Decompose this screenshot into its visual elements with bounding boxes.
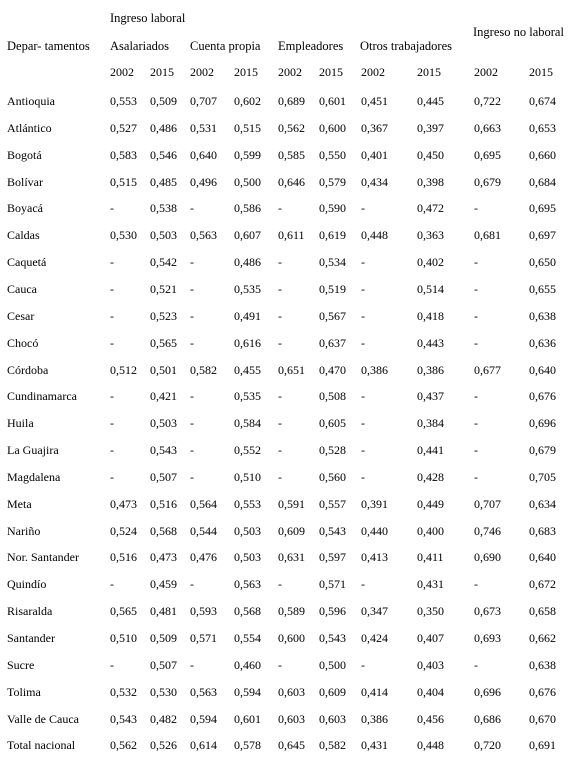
table-cell: 0,450	[417, 147, 444, 162]
row-department-name: Caquetá	[7, 255, 47, 270]
year-header: 2002	[110, 65, 134, 79]
row-department-name: Nor. Santander	[7, 550, 79, 565]
row-department-name: Huila	[7, 416, 34, 431]
table-cell: 0,470	[319, 362, 346, 377]
table-cell: 0,563	[190, 228, 217, 243]
table-cell: 0,655	[529, 281, 556, 296]
row-department-name: Córdoba	[7, 362, 49, 377]
table-cell: 0,695	[474, 147, 501, 162]
row-department-name: Cesar	[7, 308, 35, 323]
table-cell: -	[474, 469, 478, 484]
table-cell: 0,441	[417, 443, 444, 458]
table-cell: -	[110, 416, 114, 431]
table-cell: -	[278, 281, 282, 296]
table-cell: 0,386	[417, 362, 444, 377]
table-cell: 0,524	[110, 523, 137, 538]
table-cell: 0,594	[190, 711, 217, 726]
table-cell: 0,413	[361, 550, 388, 565]
table-cell: -	[190, 389, 194, 404]
table-cell: -	[110, 255, 114, 270]
table-cell: 0,397	[417, 120, 444, 135]
row-department-name: Antioquia	[7, 94, 55, 108]
table-cell: 0,510	[110, 631, 137, 645]
table-cell: 0,689	[278, 94, 305, 108]
table-cell: -	[278, 469, 282, 484]
row-department-name: Cundinamarca	[7, 389, 77, 404]
table-cell: 0,407	[417, 631, 444, 645]
table-cell: 0,585	[278, 147, 305, 162]
table-cell: 0,448	[361, 228, 388, 243]
table-cell: 0,722	[474, 94, 501, 108]
table-cell: 0,586	[234, 201, 261, 216]
table-cell: -	[361, 443, 365, 458]
table-cell: 0,640	[529, 550, 556, 565]
year-header: 2002	[190, 65, 214, 79]
table-cell: 0,414	[361, 684, 388, 699]
table-cell: 0,658	[529, 604, 556, 619]
table-cell: 0,565	[110, 604, 137, 619]
table-cell: 0,542	[150, 255, 177, 270]
table-cell: 0,640	[529, 362, 556, 377]
table-cell: 0,583	[110, 147, 137, 162]
table-cell: 0,605	[319, 416, 346, 431]
row-department-name: Magdalena	[7, 469, 61, 484]
table-cell: 0,386	[361, 362, 388, 377]
table-cell: 0,696	[474, 684, 501, 699]
table-cell: -	[361, 335, 365, 350]
table-cell: 0,674	[529, 94, 556, 108]
table-cell: 0,637	[319, 335, 346, 350]
table-cell: 0,681	[474, 228, 501, 243]
table-cell: 0,528	[319, 443, 346, 458]
table-cell: 0,579	[319, 174, 346, 189]
table-cell: 0,550	[319, 147, 346, 162]
table-cell: 0,673	[474, 604, 501, 619]
table-cell: 0,535	[234, 389, 261, 404]
table-cell: -	[474, 389, 478, 404]
table-cell: 0,519	[319, 281, 346, 296]
table-cell: 0,418	[417, 308, 444, 323]
table-cell: 0,603	[319, 711, 346, 726]
table-cell: 0,631	[278, 550, 305, 565]
header-ingreso-laboral: Ingreso laboral	[110, 11, 186, 25]
row-department-name: Bogotá	[7, 147, 42, 162]
table-cell: 0,482	[150, 711, 177, 726]
table-cell: 0,402	[417, 255, 444, 270]
table-cell: -	[361, 416, 365, 431]
table-cell: 0,526	[150, 738, 177, 753]
table-cell: 0,565	[150, 335, 177, 350]
table-cell: 0,611	[278, 228, 305, 243]
row-department-name: Meta	[7, 496, 32, 511]
table-cell: 0,486	[234, 255, 261, 270]
table-cell: 0,676	[529, 684, 556, 699]
table-cell: 0,557	[319, 496, 346, 511]
table-cell: -	[190, 469, 194, 484]
table-cell: 0,568	[150, 523, 177, 538]
table-cell: 0,538	[150, 201, 177, 216]
table-cell: -	[110, 443, 114, 458]
table-cell: 0,512	[110, 362, 137, 377]
table-cell: 0,553	[110, 94, 137, 108]
table-cell: -	[190, 281, 194, 296]
table-cell: -	[190, 308, 194, 323]
table-cell: 0,398	[417, 174, 444, 189]
table-cell: 0,651	[278, 362, 305, 377]
table-cell: 0,503	[150, 416, 177, 431]
table-cell: 0,535	[234, 281, 261, 296]
year-header: 2015	[234, 65, 258, 79]
table-cell: 0,500	[319, 657, 346, 672]
table-cell: 0,473	[110, 496, 137, 511]
table-cell: -	[110, 281, 114, 296]
table-cell: 0,515	[234, 120, 261, 135]
table-cell: 0,607	[234, 228, 261, 243]
table-cell: 0,562	[278, 120, 305, 135]
table-cell: 0,473	[150, 550, 177, 565]
table-cell: 0,515	[110, 174, 137, 189]
table-cell: 0,476	[190, 550, 217, 565]
table-cell: 0,584	[234, 416, 261, 431]
table-cell: -	[474, 657, 478, 672]
table-cell: 0,363	[417, 228, 444, 243]
table-cell: 0,609	[278, 523, 305, 538]
table-cell: -	[474, 577, 478, 592]
year-header: 2015	[529, 65, 553, 79]
group-header-asalariados: Asalariados	[110, 39, 170, 53]
table-cell: 0,445	[417, 94, 444, 108]
table-cell: -	[474, 281, 478, 296]
table-cell: 0,434	[361, 174, 388, 189]
table-cell: 0,440	[361, 523, 388, 538]
group-header-cuenta-propia: Cuenta propia	[190, 39, 261, 53]
table-cell: 0,516	[110, 550, 137, 565]
table-cell: -	[361, 201, 365, 216]
table-cell: 0,609	[319, 684, 346, 699]
table-cell: 0,391	[361, 496, 388, 511]
table-cell: 0,646	[278, 174, 305, 189]
table-cell: 0,460	[234, 657, 261, 672]
table-cell: -	[474, 308, 478, 323]
table-cell: -	[361, 308, 365, 323]
table-cell: 0,663	[474, 120, 501, 135]
table-cell: 0,582	[319, 738, 346, 753]
table-cell: -	[278, 416, 282, 431]
row-department-name: Quindío	[7, 577, 47, 592]
table-cell: 0,571	[190, 631, 217, 645]
table-cell: 0,563	[190, 684, 217, 699]
table-cell: 0,485	[150, 174, 177, 189]
table-cell: 0,543	[110, 711, 137, 726]
table-cell: 0,456	[417, 711, 444, 726]
table-cell: 0,437	[417, 389, 444, 404]
table-cell: 0,534	[319, 255, 346, 270]
table-cell: 0,597	[319, 550, 346, 565]
table-cell: 0,589	[278, 604, 305, 619]
table-cell: 0,431	[361, 738, 388, 753]
table-cell: -	[278, 308, 282, 323]
table-cell: 0,443	[417, 335, 444, 350]
table-cell: 0,532	[110, 684, 137, 699]
table-cell: 0,367	[361, 120, 388, 135]
table-cell: 0,553	[234, 496, 261, 511]
table-cell: 0,400	[417, 523, 444, 538]
table-cell: 0,421	[150, 389, 177, 404]
table-cell: 0,386	[361, 711, 388, 726]
table-cell: 0,503	[150, 228, 177, 243]
table-cell: 0,603	[278, 711, 305, 726]
table-cell: 0,543	[319, 523, 346, 538]
table-cell: 0,697	[529, 228, 556, 243]
row-department-name: Risaralda	[7, 604, 53, 619]
table-cell: 0,619	[319, 228, 346, 243]
table-cell: -	[110, 389, 114, 404]
table-cell: 0,562	[110, 738, 137, 753]
table-cell: -	[190, 201, 194, 216]
row-department-name: Boyacá	[7, 201, 43, 216]
table-cell: -	[361, 469, 365, 484]
table-cell: 0,510	[234, 469, 261, 484]
table-cell: -	[278, 201, 282, 216]
table-cell: 0,599	[234, 147, 261, 162]
table-cell: 0,684	[529, 174, 556, 189]
table-cell: -	[110, 577, 114, 592]
table-cell: 0,600	[278, 631, 305, 645]
row-department-name: Santander	[7, 631, 55, 645]
table-cell: 0,560	[319, 469, 346, 484]
table-cell: 0,448	[417, 738, 444, 753]
table-cell: 0,705	[529, 469, 556, 484]
table-cell: 0,401	[361, 147, 388, 162]
table-cell: -	[361, 255, 365, 270]
year-header: 2002	[361, 65, 385, 79]
table-cell: 0,481	[150, 604, 177, 619]
table-cell: 0,503	[234, 523, 261, 538]
table-cell: 0,509	[150, 94, 177, 108]
table-cell: 0,384	[417, 416, 444, 431]
table-cell: 0,602	[234, 94, 261, 108]
table-cell: -	[474, 255, 478, 270]
year-header: 2002	[278, 65, 302, 79]
table-cell: 0,347	[361, 604, 388, 619]
table-cell: 0,472	[417, 201, 444, 216]
table-cell: 0,491	[234, 308, 261, 323]
table-cell: 0,530	[150, 684, 177, 699]
table-cell: 0,582	[190, 362, 217, 377]
table-cell: 0,593	[190, 604, 217, 619]
table-cell: 0,546	[150, 147, 177, 162]
table-cell: 0,552	[234, 443, 261, 458]
table-cell: -	[278, 389, 282, 404]
table-cell: -	[474, 443, 478, 458]
table-cell: 0,449	[417, 496, 444, 511]
table-cell: -	[190, 416, 194, 431]
table-cell: 0,636	[529, 335, 556, 350]
table-cell: 0,455	[234, 362, 261, 377]
row-department-name: Tolima	[7, 684, 41, 699]
table-cell: 0,509	[150, 631, 177, 645]
year-header: 2015	[417, 65, 441, 79]
table-cell: -	[361, 577, 365, 592]
table-cell: -	[278, 443, 282, 458]
table-cell: 0,514	[417, 281, 444, 296]
table-cell: 0,431	[417, 577, 444, 592]
row-department-name: Total nacional	[7, 738, 76, 753]
table-cell: 0,676	[529, 389, 556, 404]
table-cell: 0,677	[474, 362, 501, 377]
table-cell: 0,720	[474, 738, 501, 753]
table-cell: 0,660	[529, 147, 556, 162]
group-header-otros-trabajadores: Otros trabajadores	[360, 39, 452, 53]
table-cell: 0,590	[319, 201, 346, 216]
row-department-name: Chocó	[7, 335, 39, 350]
table-cell: 0,662	[529, 631, 556, 645]
table-cell: 0,600	[319, 120, 346, 135]
row-department-name: Atlántico	[7, 120, 52, 135]
table-cell: 0,670	[529, 711, 556, 726]
table-cell: 0,563	[234, 577, 261, 592]
table-cell: 0,686	[474, 711, 501, 726]
row-department-name: La Guajira	[7, 443, 59, 458]
table-cell: 0,645	[278, 738, 305, 753]
table-cell: -	[190, 657, 194, 672]
table-cell: 0,690	[474, 550, 501, 565]
table-cell: 0,543	[150, 443, 177, 458]
table-cell: 0,601	[319, 94, 346, 108]
table-cell: 0,616	[234, 335, 261, 350]
row-department-name: Cauca	[7, 281, 37, 296]
table-cell: 0,554	[234, 631, 261, 645]
table-cell: 0,650	[529, 255, 556, 270]
table-cell: 0,530	[110, 228, 137, 243]
table-cell: -	[190, 577, 194, 592]
year-header: 2002	[474, 65, 498, 79]
table-cell: 0,459	[150, 577, 177, 592]
year-header: 2015	[319, 65, 343, 79]
table-cell: 0,614	[190, 738, 217, 753]
table-cell: 0,521	[150, 281, 177, 296]
row-department-name: Caldas	[7, 228, 40, 243]
table-cell: 0,424	[361, 631, 388, 645]
table-cell: 0,594	[234, 684, 261, 699]
table-cell: -	[190, 335, 194, 350]
table-cell: -	[110, 201, 114, 216]
table-cell: 0,503	[234, 550, 261, 565]
table-cell: 0,683	[529, 523, 556, 538]
table-cell: 0,516	[150, 496, 177, 511]
table-cell: 0,451	[361, 94, 388, 108]
table-cell: 0,543	[319, 631, 346, 645]
table-cell: -	[361, 657, 365, 672]
table-cell: -	[278, 577, 282, 592]
table-cell: 0,707	[190, 94, 217, 108]
table-cell: 0,428	[417, 469, 444, 484]
table-cell: 0,544	[190, 523, 217, 538]
table-cell: 0,596	[319, 604, 346, 619]
table-cell: 0,501	[150, 362, 177, 377]
table-cell: 0,679	[529, 443, 556, 458]
table-cell: 0,653	[529, 120, 556, 135]
table-cell: -	[361, 389, 365, 404]
table-cell: 0,640	[190, 147, 217, 162]
table-cell: 0,672	[529, 577, 556, 592]
table-cell: -	[278, 255, 282, 270]
table-cell: 0,746	[474, 523, 501, 538]
table-cell: -	[110, 657, 114, 672]
table-cell: 0,707	[474, 496, 501, 511]
table-cell: 0,578	[234, 738, 261, 753]
table-cell: 0,500	[234, 174, 261, 189]
row-department-name: Valle de Cauca	[7, 711, 79, 726]
table-cell: -	[361, 281, 365, 296]
table-cell: -	[278, 335, 282, 350]
table-cell: 0,693	[474, 631, 501, 645]
table-cell: 0,496	[190, 174, 217, 189]
table-cell: 0,567	[319, 308, 346, 323]
table-cell: 0,508	[319, 389, 346, 404]
table-cell: -	[474, 416, 478, 431]
table-cell: -	[110, 469, 114, 484]
table-cell: 0,527	[110, 120, 137, 135]
table-cell: 0,601	[234, 711, 261, 726]
row-department-name: Nariño	[7, 523, 41, 538]
table-cell: 0,404	[417, 684, 444, 699]
table-cell: -	[190, 255, 194, 270]
table-cell: 0,571	[319, 577, 346, 592]
table-cell: 0,531	[190, 120, 217, 135]
table-cell: 0,507	[150, 469, 177, 484]
table-cell: 0,638	[529, 657, 556, 672]
table-cell: 0,564	[190, 496, 217, 511]
year-header: 2015	[150, 65, 174, 79]
table-cell: 0,507	[150, 657, 177, 672]
table-cell: 0,486	[150, 120, 177, 135]
row-department-name: Bolívar	[7, 174, 43, 189]
table-cell: 0,523	[150, 308, 177, 323]
header-ingreso-no-laboral: Ingreso no laboral	[473, 25, 564, 39]
table-cell: 0,403	[417, 657, 444, 672]
table-cell: 0,695	[529, 201, 556, 216]
table-cell: 0,591	[278, 496, 305, 511]
row-department-name: Sucre	[7, 657, 35, 672]
table-cell: 0,634	[529, 496, 556, 511]
group-header-empleadores: Empleadores	[278, 39, 344, 53]
table-cell: -	[474, 201, 478, 216]
table-cell: -	[474, 335, 478, 350]
header-departamentos: Depar- tamentos	[7, 39, 90, 53]
table-cell: 0,696	[529, 416, 556, 431]
table-cell: 0,679	[474, 174, 501, 189]
table-cell: 0,350	[417, 604, 444, 619]
table-cell: 0,603	[278, 684, 305, 699]
table-cell: -	[190, 443, 194, 458]
table-cell: -	[110, 335, 114, 350]
table-cell: 0,411	[417, 550, 444, 565]
table-cell: -	[110, 308, 114, 323]
table-cell: -	[278, 657, 282, 672]
table-cell: 0,691	[529, 738, 556, 753]
table-cell: 0,568	[234, 604, 261, 619]
table-cell: 0,638	[529, 308, 556, 323]
